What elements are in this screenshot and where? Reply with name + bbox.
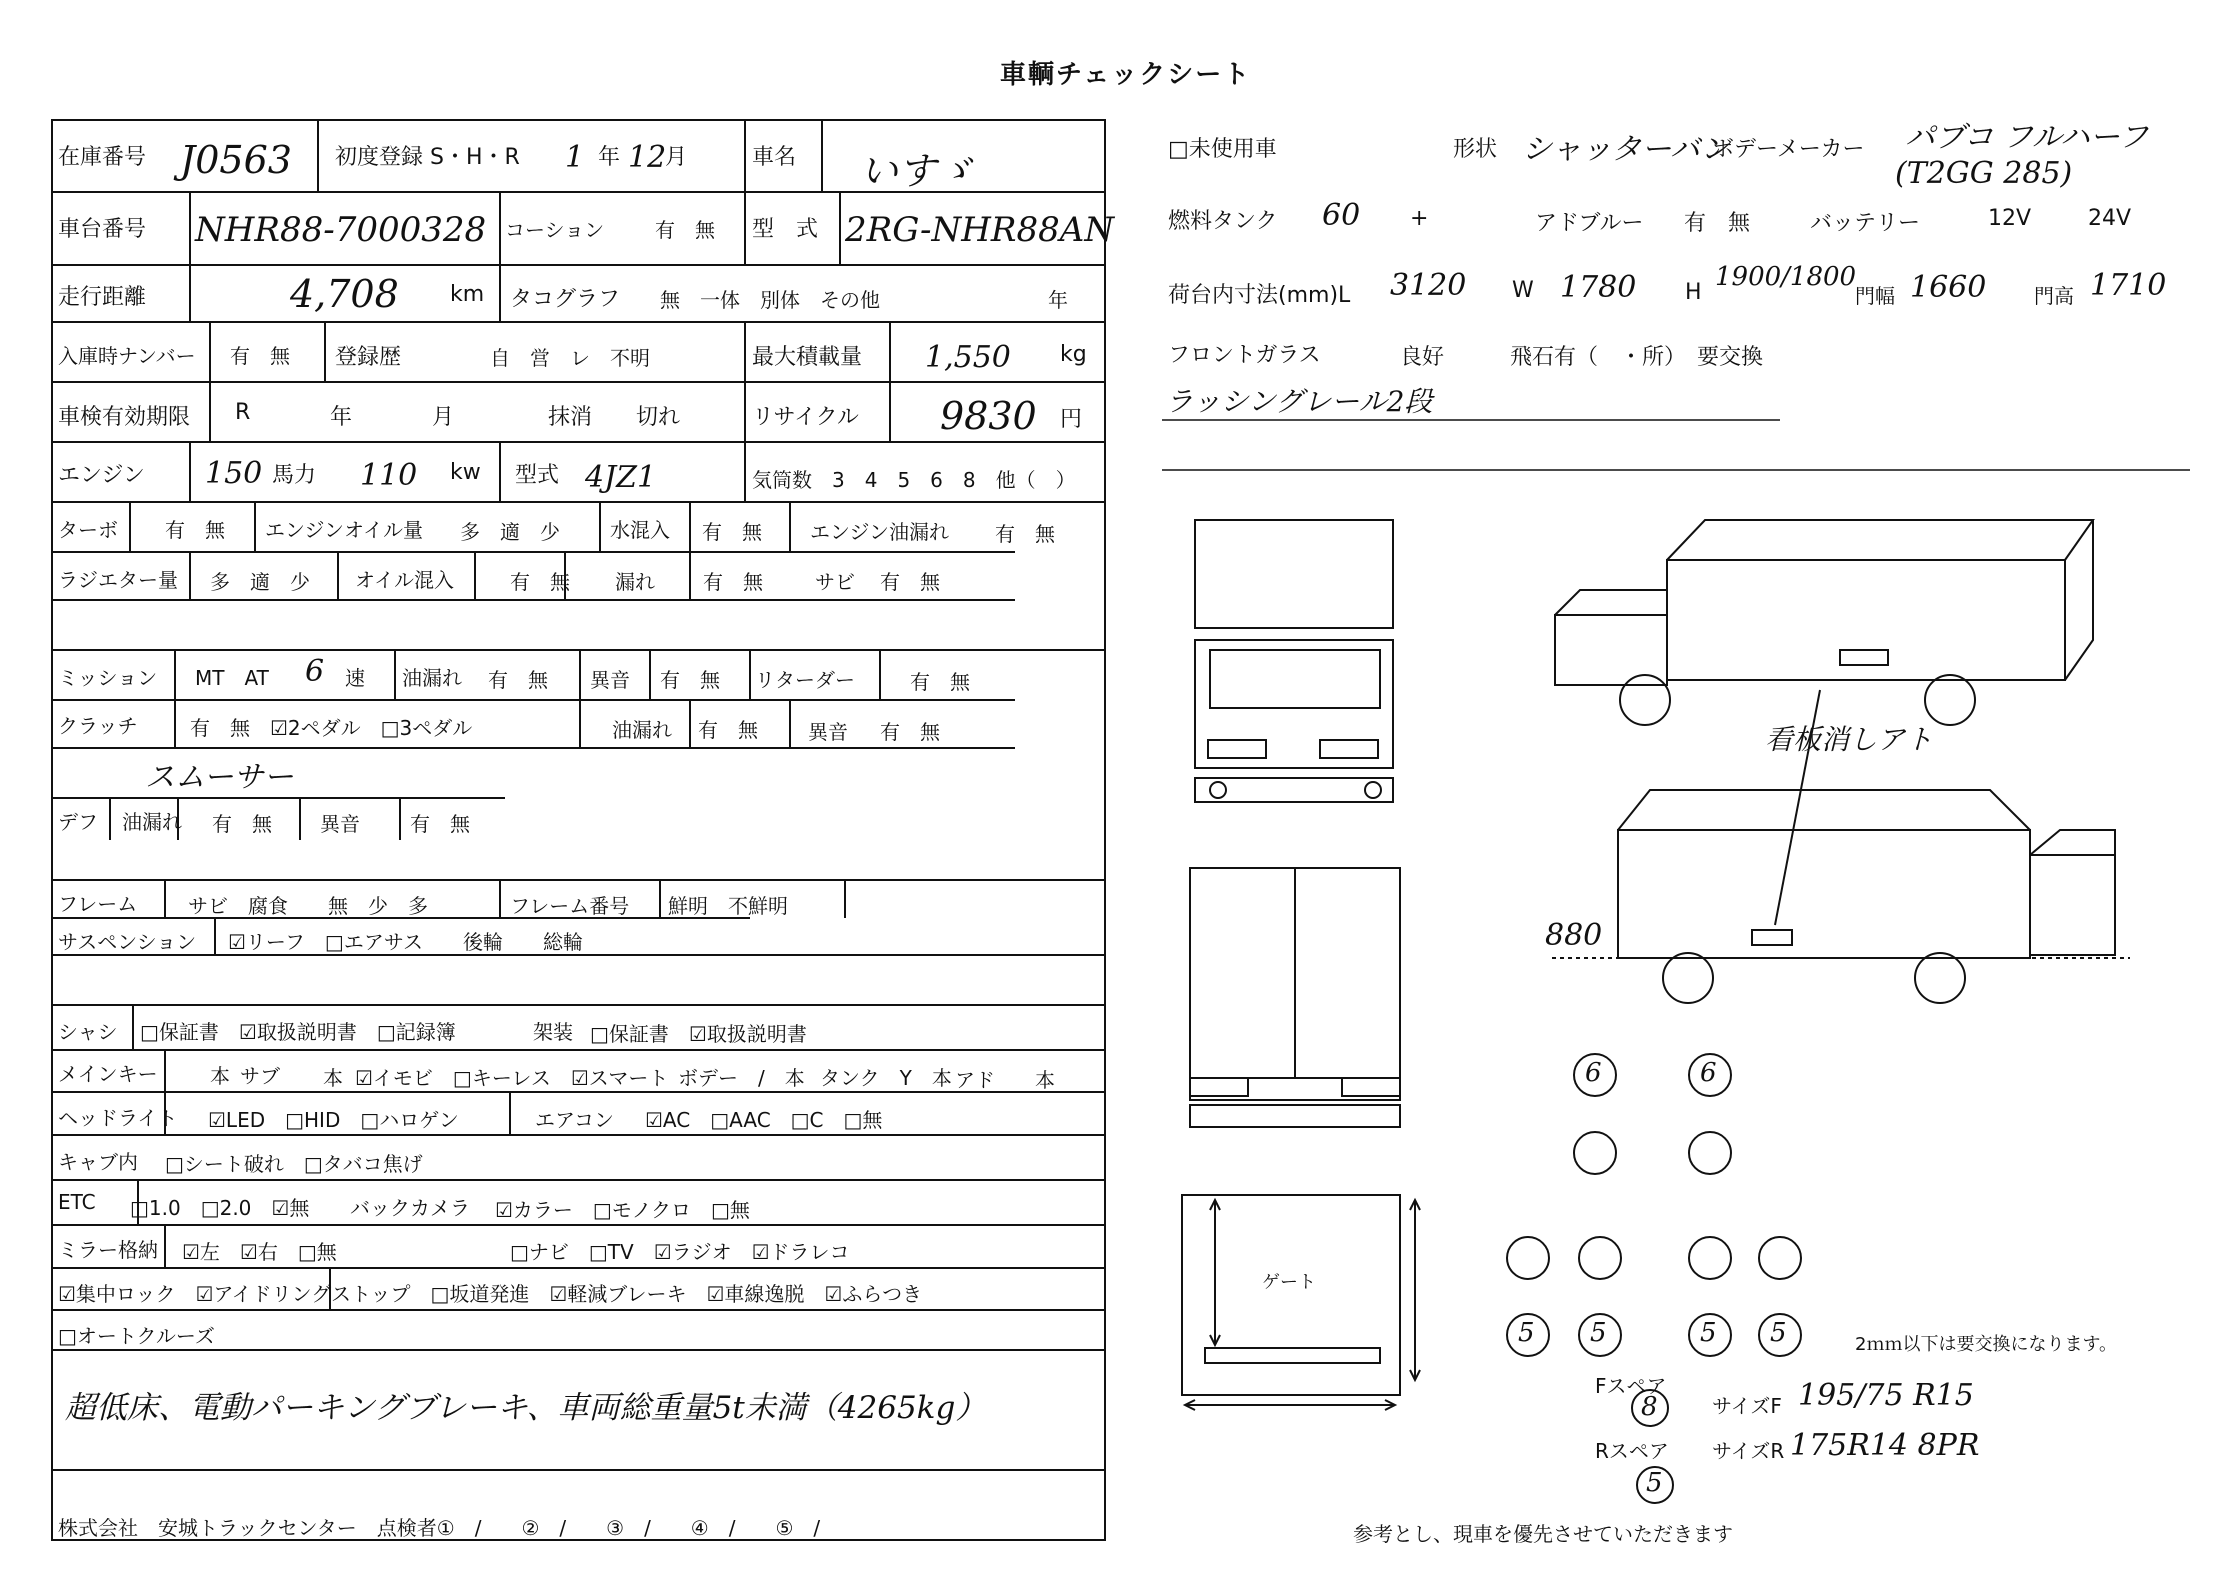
door-height-label: 門高: [2034, 284, 2074, 308]
spare-rear-value: 5: [1646, 1468, 1663, 1498]
cylinder-opts: 気筒数 3 4 5 6 8 他（ ）: [752, 468, 1076, 492]
engine-type-value: 4JZ1: [585, 460, 657, 495]
page-title: 車輌チェックシート: [1000, 60, 1252, 90]
tire-note: 2ｍｍ以下は要交換になります。: [1855, 1334, 2118, 1355]
maxload-unit: kg: [1060, 342, 1087, 367]
stock-label: 在庫番号: [58, 145, 147, 170]
battery-12v: 12V: [1988, 206, 2032, 231]
radiator-label: ラジエター量: [58, 568, 178, 592]
etc-label: ETC: [58, 1190, 96, 1214]
mirror-label: ミラー格納: [58, 1238, 158, 1262]
tacho-year: 年: [1048, 288, 1068, 312]
tacho-opts: 無 一体 別体 その他: [660, 288, 880, 312]
recycle-label: リサイクル: [752, 405, 859, 430]
key-tank: タンク Y 本: [820, 1066, 952, 1090]
mileage-label: 走行距離: [58, 285, 147, 310]
nav-opts: □ナビ □TV ☑ラジオ ☑ドラレコ: [510, 1240, 850, 1264]
key-opts: ☑イモビ □キーレス ☑スマート: [355, 1066, 669, 1090]
oilleak-label: エンジン油漏れ: [810, 520, 949, 544]
cab-opts: □シート破れ □タバコ焦げ: [165, 1152, 423, 1176]
ac-opts: ☑AC □AAC □C □無: [645, 1108, 883, 1132]
key-ad: アド 本: [955, 1068, 1055, 1092]
speed-label: 速: [345, 666, 365, 690]
chassis-docs-opts: □保証書 ☑取扱説明書 □記録簿: [140, 1020, 456, 1044]
adblue-label: アドブルー: [1535, 211, 1644, 236]
maxload-label: 最大積載量: [752, 345, 863, 370]
month-label: 月: [665, 145, 688, 170]
oilleak-opts: 有 無: [995, 522, 1055, 546]
inspect-year: 年: [330, 405, 353, 430]
key-body: ボデー / 本: [678, 1066, 805, 1090]
mission-label: ミッション: [58, 666, 158, 690]
fuel-label: 燃料タンク: [1168, 209, 1278, 234]
size-front-value: 195/75 R15: [1798, 1378, 1974, 1413]
inspect-r: R: [235, 400, 251, 425]
adblue-opts: 有 無: [1684, 211, 1751, 236]
recycle-value: 9830: [940, 394, 1037, 438]
mission-noise-opts: 有 無: [660, 668, 720, 692]
engine-label: エンジン: [58, 463, 145, 488]
headlight-opts: ☑LED □HID □ハロゲン: [208, 1108, 459, 1132]
frame-label: フレーム: [58, 892, 138, 916]
frame-rust-opts: サビ 腐食 無 少 多: [188, 894, 428, 918]
bodymaker-value2: (T2GG 285): [1895, 156, 2073, 191]
cargo-height-label: H: [1685, 280, 1702, 305]
gate-label: ゲート: [1262, 1272, 1316, 1293]
key-sub-label: サブ: [240, 1064, 280, 1088]
coating-label: コーション: [505, 218, 605, 242]
clutch-oilleak-label: 油漏れ: [612, 718, 672, 742]
water-opts: 有 無: [702, 520, 762, 544]
ac-label: エアコン: [535, 1108, 614, 1132]
mission-mt: MT AT: [195, 666, 269, 690]
key-label: メインキー: [58, 1062, 158, 1086]
diagram-note: 看板消しアト: [1765, 723, 1934, 756]
rail-note: ラッシングレール2段: [1165, 385, 1433, 418]
maker-value: いすゞ: [860, 149, 975, 193]
size-rear-label: サイズR: [1712, 1439, 1785, 1463]
retarder-label: リターダー: [755, 668, 855, 692]
remarks: 超低床、電動パーキングブレーキ、車両総重量5t未満（4265kg）: [65, 1390, 987, 1426]
mission-noise-label: 異音: [590, 668, 630, 692]
chassis-label: 車台番号: [58, 217, 147, 242]
unused-checkbox: □未使用車: [1168, 137, 1277, 162]
fuel-value: 60: [1322, 198, 1361, 233]
clutch-noise-opts: 有 無: [880, 720, 940, 744]
first-reg-label: 初度登録 S・H・R: [335, 145, 520, 170]
clutch-oilleak-opts: 有 無: [698, 718, 758, 742]
cab-label: キャブ内: [58, 1150, 138, 1174]
tire-rear-4-value: 5: [1770, 1318, 1787, 1348]
shape-value: シャッターバン: [1522, 132, 1730, 167]
diff-label: デフ: [58, 810, 98, 834]
model-value: 2RG-NHR88AN: [845, 210, 1115, 250]
maker-label: 車名: [752, 145, 797, 170]
diff-noise-label: 異音: [320, 812, 360, 836]
door-width: 1660: [1910, 270, 1987, 305]
coating-opts: 有 無: [655, 218, 715, 242]
frame-no-label: フレーム番号: [510, 894, 630, 918]
first-reg-month: 12: [628, 140, 667, 175]
engine-hp: 150: [205, 456, 263, 491]
tire-front-right-value: 6: [1700, 1058, 1717, 1088]
model-label: 型 式: [752, 217, 819, 242]
mission-oilleak-opts: 有 無: [488, 668, 548, 692]
engine-kw: 110: [360, 458, 418, 493]
windshield-opts: 良好 飛石有（ ・所） 要交換: [1400, 345, 1764, 370]
plate-opts: 有 無: [230, 344, 290, 368]
year-label: 年: [598, 145, 621, 170]
clutch-opts: 有 無 ☑2ペダル □3ペダル: [190, 716, 473, 740]
first-reg-year: 1: [565, 140, 585, 175]
susp-opts: ☑リーフ □エアサス 後輪 総輪: [228, 930, 584, 954]
smoother-note: スムーサー: [145, 760, 294, 795]
tacho-label: タコグラフ: [510, 287, 621, 312]
battery-label: バッテリー: [1810, 211, 1921, 236]
turbo-opts: 有 無: [165, 518, 225, 542]
rust-label: サビ: [815, 570, 855, 594]
history-label: 登録歴: [335, 345, 402, 370]
leak-opts: 有 無: [703, 570, 763, 594]
hp-label: 馬力: [272, 463, 317, 488]
chassis-value: NHR88-7000328: [195, 210, 487, 250]
inspect-month: 月: [432, 405, 455, 430]
engine-type-label: 型式: [515, 463, 560, 488]
battery-24v: 24V: [2088, 206, 2132, 231]
key-sub-unit: 本: [323, 1066, 343, 1090]
cargo-width-label: W: [1512, 278, 1534, 303]
height-note: 880: [1545, 918, 1603, 953]
footer-note: 参考とし、現車を優先させていただきます: [1353, 1522, 1733, 1546]
bodymaker-value: パブコ フルハーフ: [1905, 120, 2149, 155]
bodymaker-label: ボデーメーカー: [1712, 137, 1865, 162]
tire-rear-2-value: 5: [1590, 1318, 1607, 1348]
frame-no-opts: 鮮明 不鮮明: [668, 894, 788, 918]
spare-front-value: 8: [1641, 1392, 1658, 1422]
clutch-noise-label: 異音: [808, 720, 848, 744]
maxload-value: 1,550: [925, 340, 1011, 375]
oilmix-opts: 有 無: [510, 570, 570, 594]
cargo-height: 1900/1800: [1715, 262, 1857, 292]
equipment-opts: ☑集中ロック ☑アイドリングストップ □坂道発進 ☑軽減ブレーキ ☑車線逸脱 ☑ふらつき: [58, 1282, 923, 1306]
tire-rear-1-value: 5: [1518, 1318, 1535, 1348]
door-height: 1710: [2090, 268, 2167, 303]
cruise-opts: □オートクルーズ: [58, 1324, 215, 1348]
key-main: 本: [210, 1064, 230, 1088]
mission-speed: 6: [305, 654, 325, 689]
company-inspector: 株式会社 安城トラックセンター 点検者① / ② / ③ / ④ / ⑤ /: [58, 1516, 821, 1540]
size-rear-value: 175R14 8PR: [1790, 1428, 1980, 1463]
etc-opts: □1.0 □2.0 ☑無: [130, 1196, 310, 1220]
door-width-label: 門幅: [1855, 284, 1895, 308]
rust-opts: 有 無: [880, 570, 940, 594]
radiator-opts: 多 適 少: [210, 570, 310, 594]
chassis-docs-label: シャシ: [58, 1020, 118, 1044]
tire-rear-3-value: 5: [1700, 1318, 1717, 1348]
shape-label: 形状: [1453, 137, 1498, 162]
oil-opts: 多 適 少: [460, 520, 560, 544]
fuel-plus: +: [1410, 206, 1429, 231]
cargo-label: 荷台内寸法(mm)L: [1168, 283, 1351, 308]
mileage-unit: km: [450, 282, 485, 307]
leak-label: 漏れ: [615, 570, 655, 594]
susp-label: サスペンション: [58, 930, 197, 954]
history-opts: 自 営 レ 不明: [490, 346, 650, 370]
diff-noise-opts: 有 無: [410, 812, 470, 836]
cargo-width: 1780: [1560, 270, 1637, 305]
camera-label: バックカメラ: [350, 1196, 470, 1220]
mileage-value: 4,708: [290, 272, 399, 316]
oil-label: エンジンオイル量: [265, 518, 423, 542]
spare-front-label: Fスペア: [1595, 1374, 1667, 1398]
mission-oilleak-label: 油漏れ: [402, 666, 462, 690]
size-front-label: サイズF: [1712, 1394, 1782, 1418]
oilmix-label: オイル混入: [355, 568, 454, 592]
diff-oil-label: 油漏れ: [122, 810, 182, 834]
windshield-label: フロントガラス: [1168, 343, 1321, 368]
turbo-label: ターボ: [58, 518, 118, 542]
body-docs-opts: □保証書 ☑取扱説明書: [590, 1022, 807, 1046]
recycle-unit: 円: [1060, 407, 1083, 432]
inspect-opts: 抹消 切れ: [548, 405, 681, 430]
spare-rear-label: Rスペア: [1595, 1439, 1669, 1463]
water-label: 水混入: [610, 518, 670, 542]
inspect-label: 車検有効期限: [58, 405, 191, 430]
clutch-label: クラッチ: [58, 714, 138, 738]
mirror-opts: ☑左 ☑右 □無: [182, 1240, 337, 1264]
diff-oil-opts: 有 無: [212, 812, 272, 836]
cargo-length: 3120: [1390, 268, 1467, 303]
camera-opts: ☑カラー □モノクロ □無: [495, 1198, 750, 1222]
body-docs-label: 架装: [533, 1020, 573, 1044]
retarder-opts: 有 無: [910, 670, 970, 694]
stock-value: J0563: [180, 138, 292, 182]
kw-label: kw: [450, 460, 481, 485]
tire-front-left-value: 6: [1585, 1058, 1602, 1088]
headlight-label: ヘッドライト: [58, 1106, 178, 1130]
plate-label: 入庫時ナンバー: [58, 344, 196, 368]
